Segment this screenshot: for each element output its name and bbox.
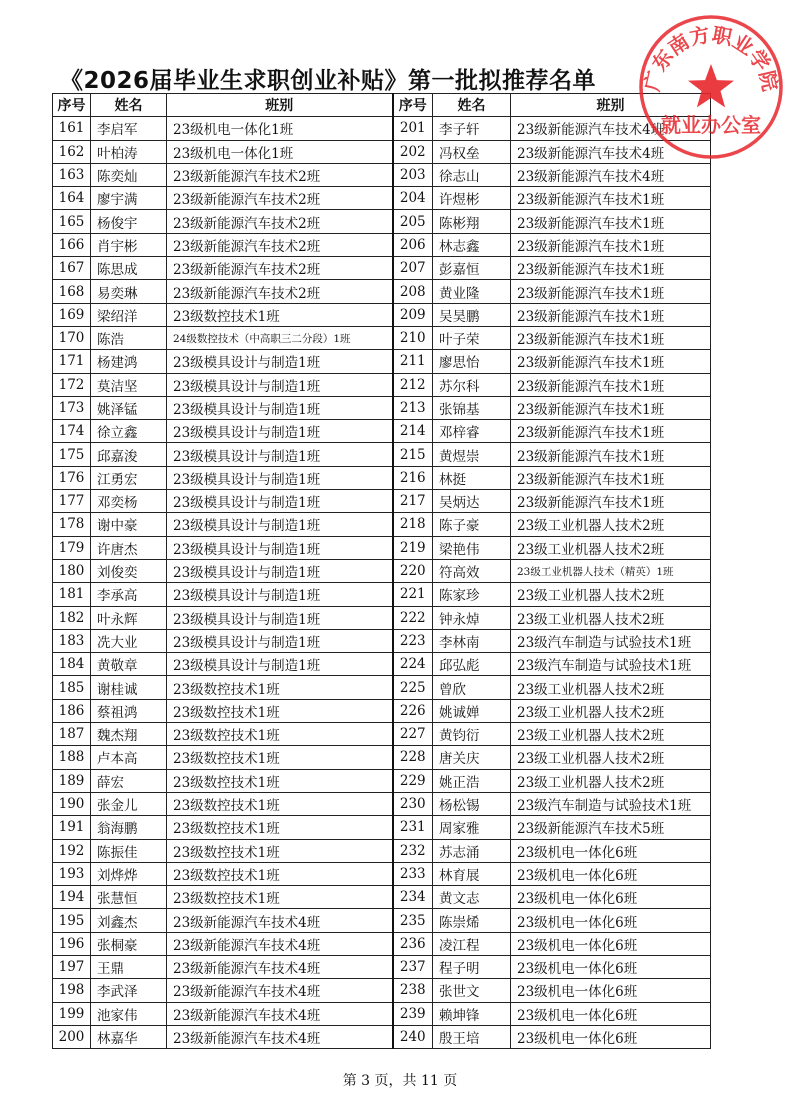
- table-row: [53, 1002, 711, 1025]
- name-cell: 张锦基: [433, 396, 511, 419]
- class-cell: 23级模具设计与制造1班: [167, 559, 393, 582]
- table-row: [53, 280, 711, 303]
- name-cell: 廖思怡: [433, 350, 511, 373]
- name-cell: 邓梓睿: [433, 420, 511, 443]
- table-row: [53, 233, 711, 256]
- name-cell: 程子明: [433, 955, 511, 978]
- seq-cell: 216: [393, 466, 433, 489]
- class-cell: 23级模具设计与制造1班: [167, 606, 393, 629]
- name-cell: 李承高: [91, 583, 167, 606]
- name-cell: 张世文: [433, 979, 511, 1002]
- name-cell: 池家伟: [91, 1002, 167, 1025]
- class-cell: 23级新能源汽车技术1班: [511, 210, 711, 233]
- class-cell: 23级模具设计与制造1班: [167, 536, 393, 559]
- class-cell: 23级工业机器人技术2班: [511, 769, 711, 792]
- seq-cell: 174: [53, 420, 91, 443]
- class-cell: 23级新能源汽车技术1班: [511, 443, 711, 466]
- name-cell: 谢桂诚: [91, 676, 167, 699]
- table-row: [53, 303, 711, 326]
- name-cell: 薛宏: [91, 769, 167, 792]
- table-row: [53, 140, 711, 163]
- class-cell: 23级工业机器人技术（精英）1班: [511, 559, 711, 582]
- seq-cell: 209: [393, 303, 433, 326]
- seq-cell: 188: [53, 746, 91, 769]
- seq-cell: 179: [53, 536, 91, 559]
- class-cell: 23级新能源汽车技术1班: [511, 420, 711, 443]
- class-cell: 23级数控技术1班: [167, 746, 393, 769]
- class-cell: 23级新能源汽车技术4班: [167, 909, 393, 932]
- seq-cell: 184: [53, 653, 91, 676]
- seq-cell: 217: [393, 490, 433, 513]
- seq-cell: 171: [53, 350, 91, 373]
- name-cell: 陈奕灿: [91, 163, 167, 186]
- class-cell: 23级新能源汽车技术1班: [511, 396, 711, 419]
- class-cell: 23级机电一体化1班: [167, 140, 393, 163]
- class-cell: 23级数控技术1班: [167, 862, 393, 885]
- seq-cell: 175: [53, 443, 91, 466]
- table-row: [53, 466, 711, 489]
- name-cell: 黄文志: [433, 886, 511, 909]
- seq-cell: 203: [393, 163, 433, 186]
- name-cell: 周家雅: [433, 816, 511, 839]
- table-row: [53, 536, 711, 559]
- class-cell: 23级新能源汽车技术1班: [511, 187, 711, 210]
- name-cell: 姚诚婵: [433, 699, 511, 722]
- name-cell: 赖坤锋: [433, 1002, 511, 1025]
- class-cell: 23级模具设计与制造1班: [167, 396, 393, 419]
- seq-cell: 168: [53, 280, 91, 303]
- name-cell: 徐立鑫: [91, 420, 167, 443]
- name-cell: 陈子豪: [433, 513, 511, 536]
- class-cell: 23级工业机器人技术2班: [511, 513, 711, 536]
- table-row: [53, 490, 711, 513]
- name-cell: 林育展: [433, 862, 511, 885]
- seq-cell: 177: [53, 490, 91, 513]
- name-cell: 黄业隆: [433, 280, 511, 303]
- seq-cell: 206: [393, 233, 433, 256]
- table-row: [53, 932, 711, 955]
- class-cell: 23级数控技术1班: [167, 839, 393, 862]
- class-cell: 23级机电一体化1班: [167, 117, 393, 140]
- seq-cell: 226: [393, 699, 433, 722]
- table-body: [53, 117, 711, 1049]
- seq-cell: 238: [393, 979, 433, 1002]
- seq-cell: 221: [393, 583, 433, 606]
- table-row: [53, 373, 711, 396]
- class-cell: 23级新能源汽车技术4班: [511, 140, 711, 163]
- table-row: [53, 583, 711, 606]
- seq-cell: 236: [393, 932, 433, 955]
- table-row: [53, 839, 711, 862]
- name-cell: 钟永焯: [433, 606, 511, 629]
- name-cell: 谢中豪: [91, 513, 167, 536]
- class-cell: 23级模具设计与制造1班: [167, 513, 393, 536]
- table-row: [53, 1025, 711, 1048]
- table-row: [53, 653, 711, 676]
- seq-cell: 205: [393, 210, 433, 233]
- table-row: [53, 886, 711, 909]
- class-cell: 23级新能源汽车技术1班: [511, 233, 711, 256]
- class-cell: 23级模具设计与制造1班: [167, 629, 393, 652]
- class-cell: 23级模具设计与制造1班: [167, 490, 393, 513]
- name-cell: 许唐杰: [91, 536, 167, 559]
- name-cell: 黄煜崇: [433, 443, 511, 466]
- table-row: [53, 862, 711, 885]
- class-cell: 23级新能源汽车技术5班: [511, 816, 711, 839]
- class-cell: 23级新能源汽车技术2班: [167, 233, 393, 256]
- seq-cell: 165: [53, 210, 91, 233]
- class-cell: 23级工业机器人技术2班: [511, 676, 711, 699]
- class-cell: 23级新能源汽车技术2班: [167, 187, 393, 210]
- seq-cell: 219: [393, 536, 433, 559]
- seq-cell: 161: [53, 117, 91, 140]
- seq-cell: 185: [53, 676, 91, 699]
- seq-cell: 178: [53, 513, 91, 536]
- seq-cell: 164: [53, 187, 91, 210]
- table-row: [53, 746, 711, 769]
- official-seal: [636, 12, 786, 162]
- seq-cell: 228: [393, 746, 433, 769]
- seq-cell: 220: [393, 559, 433, 582]
- class-cell: 23级数控技术1班: [167, 303, 393, 326]
- class-cell: 23级工业机器人技术2班: [511, 536, 711, 559]
- name-cell: 莫洁坚: [91, 373, 167, 396]
- seq-cell: 176: [53, 466, 91, 489]
- name-cell: 梁绍洋: [91, 303, 167, 326]
- class-cell: 23级汽车制造与试验技术1班: [511, 653, 711, 676]
- seq-cell: 191: [53, 816, 91, 839]
- header-class-right: 班别: [511, 94, 711, 117]
- table-row: [53, 513, 711, 536]
- class-cell: 23级模具设计与制造1班: [167, 653, 393, 676]
- class-cell: 23级新能源汽车技术1班: [511, 466, 711, 489]
- seq-cell: 162: [53, 140, 91, 163]
- class-cell: 23级新能源汽车技术1班: [511, 303, 711, 326]
- name-cell: 姚正浩: [433, 769, 511, 792]
- class-cell: 23级机电一体化6班: [511, 1002, 711, 1025]
- seq-cell: 240: [393, 1025, 433, 1048]
- recommendation-table: [52, 93, 711, 1049]
- class-cell: 23级新能源汽车技术2班: [167, 163, 393, 186]
- header-class-left: 班别: [167, 94, 393, 117]
- class-cell: 23级新能源汽车技术1班: [511, 280, 711, 303]
- table-row: [53, 420, 711, 443]
- seq-cell: 167: [53, 257, 91, 280]
- class-cell: 23级模具设计与制造1班: [167, 443, 393, 466]
- seq-cell: 200: [53, 1025, 91, 1048]
- name-cell: 李启军: [91, 117, 167, 140]
- seq-cell: 183: [53, 629, 91, 652]
- class-cell: 24级数控技术（中高职三二分段）1班: [167, 326, 393, 349]
- seq-cell: 166: [53, 233, 91, 256]
- name-cell: 林挺: [433, 466, 511, 489]
- class-cell: 23级新能源汽车技术4班: [167, 955, 393, 978]
- seq-cell: 229: [393, 769, 433, 792]
- svg-text:就业办公室: 就业办公室: [661, 113, 761, 137]
- seq-cell: 218: [393, 513, 433, 536]
- class-cell: 23级新能源汽车技术4班: [167, 1025, 393, 1048]
- name-cell: 殷王培: [433, 1025, 511, 1048]
- class-cell: 23级数控技术1班: [167, 792, 393, 815]
- name-cell: 杨松锡: [433, 792, 511, 815]
- name-cell: 叶柏涛: [91, 140, 167, 163]
- name-cell: 冼大业: [91, 629, 167, 652]
- seq-cell: 169: [53, 303, 91, 326]
- class-cell: 23级模具设计与制造1班: [167, 466, 393, 489]
- document-title: 《2026届毕业生求职创业补贴》第一批拟推荐名单: [60, 68, 597, 94]
- class-cell: 23级数控技术1班: [167, 723, 393, 746]
- page-footer: 第 3 页，共 11 页: [342, 1073, 458, 1089]
- class-cell: 23级数控技术1班: [167, 769, 393, 792]
- class-cell: 23级机电一体化6班: [511, 932, 711, 955]
- class-cell: 23级新能源汽车技术1班: [511, 373, 711, 396]
- seq-cell: 189: [53, 769, 91, 792]
- name-cell: 徐志山: [433, 163, 511, 186]
- name-cell: 彭嘉恒: [433, 257, 511, 280]
- class-cell: 23级机电一体化6班: [511, 862, 711, 885]
- name-cell: 刘鑫杰: [91, 909, 167, 932]
- name-cell: 张金儿: [91, 792, 167, 815]
- name-cell: 叶永辉: [91, 606, 167, 629]
- table-row: [53, 606, 711, 629]
- name-cell: 卢本高: [91, 746, 167, 769]
- class-cell: 23级新能源汽车技术4班: [167, 932, 393, 955]
- name-cell: 李子轩: [433, 117, 511, 140]
- name-cell: 林嘉华: [91, 1025, 167, 1048]
- class-cell: 23级新能源汽车技术1班: [511, 490, 711, 513]
- seq-cell: 182: [53, 606, 91, 629]
- seq-cell: 163: [53, 163, 91, 186]
- class-cell: 23级新能源汽车技术2班: [167, 257, 393, 280]
- class-cell: 23级新能源汽车技术4班: [167, 979, 393, 1002]
- name-cell: 苏尔科: [433, 373, 511, 396]
- name-cell: 梁艳伟: [433, 536, 511, 559]
- seq-cell: 187: [53, 723, 91, 746]
- name-cell: 杨俊宇: [91, 210, 167, 233]
- class-cell: 23级新能源汽车技术4班: [167, 1002, 393, 1025]
- class-cell: 23级新能源汽车技术1班: [511, 350, 711, 373]
- name-cell: 刘俊奕: [91, 559, 167, 582]
- name-cell: 陈振佳: [91, 839, 167, 862]
- table-row: [53, 117, 711, 140]
- class-cell: 23级机电一体化6班: [511, 955, 711, 978]
- class-cell: 23级模具设计与制造1班: [167, 583, 393, 606]
- name-cell: 魏杰翔: [91, 723, 167, 746]
- seq-cell: 197: [53, 955, 91, 978]
- table-row: [53, 909, 711, 932]
- name-cell: 黄钧衍: [433, 723, 511, 746]
- name-cell: 张慧恒: [91, 886, 167, 909]
- name-cell: 杨建鸿: [91, 350, 167, 373]
- class-cell: 23级新能源汽车技术4班: [511, 117, 711, 140]
- name-cell: 姚泽锰: [91, 396, 167, 419]
- name-cell: 肖宇彬: [91, 233, 167, 256]
- table-row: [53, 816, 711, 839]
- name-cell: 邓奕杨: [91, 490, 167, 513]
- name-cell: 吴昊鹏: [433, 303, 511, 326]
- class-cell: 23级机电一体化6班: [511, 1025, 711, 1048]
- seq-cell: 208: [393, 280, 433, 303]
- name-cell: 凌江程: [433, 932, 511, 955]
- name-cell: 苏志涌: [433, 839, 511, 862]
- table-row: [53, 210, 711, 233]
- seq-cell: 222: [393, 606, 433, 629]
- name-cell: 陈思成: [91, 257, 167, 280]
- table-row: [53, 769, 711, 792]
- seq-cell: 201: [393, 117, 433, 140]
- seq-cell: 198: [53, 979, 91, 1002]
- seq-cell: 192: [53, 839, 91, 862]
- table-row: [53, 396, 711, 419]
- seq-cell: 199: [53, 1002, 91, 1025]
- seq-cell: 232: [393, 839, 433, 862]
- svg-text:广东南方职业学院: 广东南方职业学院: [639, 22, 783, 94]
- seq-cell: 172: [53, 373, 91, 396]
- name-cell: 符高效: [433, 559, 511, 582]
- table-row: [53, 257, 711, 280]
- name-cell: 李武泽: [91, 979, 167, 1002]
- seq-cell: 190: [53, 792, 91, 815]
- seq-cell: 170: [53, 326, 91, 349]
- class-cell: 23级工业机器人技术2班: [511, 606, 711, 629]
- name-cell: 廖宇满: [91, 187, 167, 210]
- table-row: [53, 350, 711, 373]
- class-cell: 23级机电一体化6班: [511, 909, 711, 932]
- header-seq-right: 序号: [393, 94, 433, 117]
- name-cell: 蔡祖鸿: [91, 699, 167, 722]
- class-cell: 23级汽车制造与试验技术1班: [511, 792, 711, 815]
- table-row: [53, 629, 711, 652]
- table-row: [53, 955, 711, 978]
- name-cell: 叶子荣: [433, 326, 511, 349]
- class-cell: 23级工业机器人技术2班: [511, 723, 711, 746]
- name-cell: 林志鑫: [433, 233, 511, 256]
- name-cell: 陈彬翔: [433, 210, 511, 233]
- seq-cell: 224: [393, 653, 433, 676]
- seq-cell: 193: [53, 862, 91, 885]
- table-header-row: [53, 94, 711, 117]
- seq-cell: 204: [393, 187, 433, 210]
- table-row: [53, 559, 711, 582]
- seq-cell: 195: [53, 909, 91, 932]
- name-cell: 翁海鹏: [91, 816, 167, 839]
- table-row: [53, 443, 711, 466]
- seq-cell: 173: [53, 396, 91, 419]
- class-cell: 23级机电一体化6班: [511, 979, 711, 1002]
- name-cell: 冯权垒: [433, 140, 511, 163]
- class-cell: 23级机电一体化6班: [511, 839, 711, 862]
- seq-cell: 181: [53, 583, 91, 606]
- header-seq-left: 序号: [53, 94, 91, 117]
- seq-cell: 180: [53, 559, 91, 582]
- class-cell: 23级机电一体化6班: [511, 886, 711, 909]
- class-cell: 23级模具设计与制造1班: [167, 373, 393, 396]
- name-cell: 易奕琳: [91, 280, 167, 303]
- name-cell: 陈家珍: [433, 583, 511, 606]
- class-cell: 23级数控技术1班: [167, 886, 393, 909]
- name-cell: 吴炳达: [433, 490, 511, 513]
- class-cell: 23级新能源汽车技术4班: [511, 163, 711, 186]
- class-cell: 23级数控技术1班: [167, 699, 393, 722]
- header-name-left: 姓名: [91, 94, 167, 117]
- name-cell: 刘烨烨: [91, 862, 167, 885]
- class-cell: 23级模具设计与制造1班: [167, 350, 393, 373]
- table-row: [53, 187, 711, 210]
- seq-cell: 211: [393, 350, 433, 373]
- seq-cell: 233: [393, 862, 433, 885]
- seq-cell: 239: [393, 1002, 433, 1025]
- name-cell: 许煜彬: [433, 187, 511, 210]
- table-row: [53, 163, 711, 186]
- seq-cell: 214: [393, 420, 433, 443]
- class-cell: 23级数控技术1班: [167, 676, 393, 699]
- name-cell: 李林南: [433, 629, 511, 652]
- seq-cell: 227: [393, 723, 433, 746]
- class-cell: 23级新能源汽车技术1班: [511, 326, 711, 349]
- seq-cell: 210: [393, 326, 433, 349]
- name-cell: 邱弘彪: [433, 653, 511, 676]
- class-cell: 23级数控技术1班: [167, 816, 393, 839]
- name-cell: 唐关庆: [433, 746, 511, 769]
- name-cell: 江勇宏: [91, 466, 167, 489]
- name-cell: 曾欣: [433, 676, 511, 699]
- class-cell: 23级汽车制造与试验技术1班: [511, 629, 711, 652]
- name-cell: 王鼎: [91, 955, 167, 978]
- name-cell: 邱嘉浚: [91, 443, 167, 466]
- seq-cell: 215: [393, 443, 433, 466]
- seq-cell: 234: [393, 886, 433, 909]
- seq-cell: 237: [393, 955, 433, 978]
- seq-cell: 235: [393, 909, 433, 932]
- class-cell: 23级工业机器人技术2班: [511, 746, 711, 769]
- header-name-right: 姓名: [433, 94, 511, 117]
- seq-cell: 207: [393, 257, 433, 280]
- table-row: [53, 326, 711, 349]
- seq-cell: 194: [53, 886, 91, 909]
- class-cell: 23级新能源汽车技术1班: [511, 257, 711, 280]
- class-cell: 23级模具设计与制造1班: [167, 420, 393, 443]
- seq-cell: 231: [393, 816, 433, 839]
- class-cell: 23级新能源汽车技术2班: [167, 210, 393, 233]
- table-row: [53, 792, 711, 815]
- table-row: [53, 699, 711, 722]
- class-cell: 23级新能源汽车技术2班: [167, 280, 393, 303]
- table-row: [53, 723, 711, 746]
- class-cell: 23级工业机器人技术2班: [511, 583, 711, 606]
- name-cell: 陈浩: [91, 326, 167, 349]
- seq-cell: 196: [53, 932, 91, 955]
- seq-cell: 213: [393, 396, 433, 419]
- name-cell: 黄敬章: [91, 653, 167, 676]
- name-cell: 张桐豪: [91, 932, 167, 955]
- class-cell: 23级工业机器人技术2班: [511, 699, 711, 722]
- seq-cell: 212: [393, 373, 433, 396]
- table-row: [53, 979, 711, 1002]
- seq-cell: 223: [393, 629, 433, 652]
- table-row: [53, 676, 711, 699]
- seq-cell: 230: [393, 792, 433, 815]
- seq-cell: 202: [393, 140, 433, 163]
- name-cell: 陈崇烯: [433, 909, 511, 932]
- seq-cell: 225: [393, 676, 433, 699]
- seq-cell: 186: [53, 699, 91, 722]
